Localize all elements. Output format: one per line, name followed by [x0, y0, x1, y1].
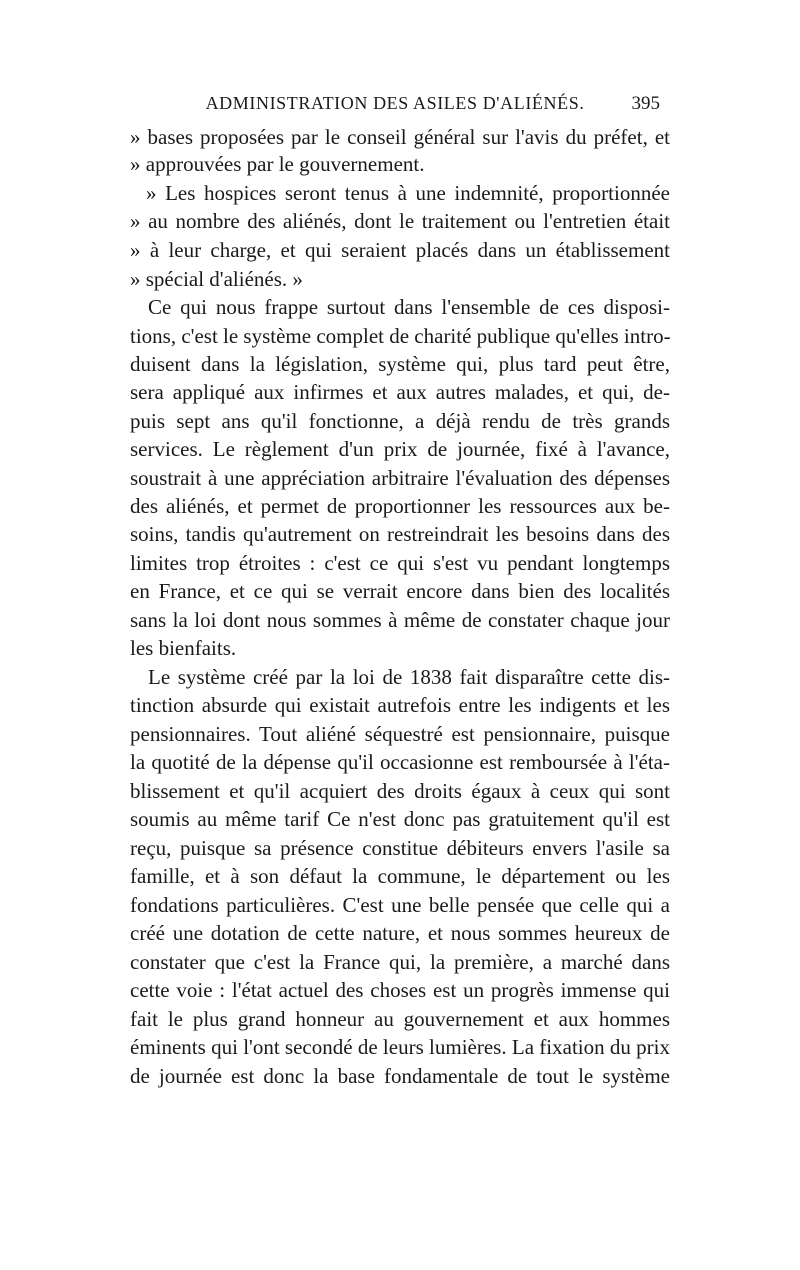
text-line: cette voie : l'état actuel des choses est un progrès immense qui: [130, 978, 670, 1002]
text-line: tions, c'est le système complet de charité publique qu'elles intro-: [130, 324, 671, 348]
text-line: sera appliqué aux infirmes et aux autres malades, et qui, de-: [130, 380, 670, 404]
text-line: » spécial d'aliénés. »: [130, 267, 303, 291]
text-line: soumis au même tarif Ce n'est donc pas gratuitement qu'il est: [130, 807, 670, 831]
text-line: de journée est donc la base fondamentale de tout le système: [130, 1064, 670, 1088]
text-line: des aliénés, et permet de proportionner les ressources aux be-: [130, 494, 670, 518]
text-line: services. Le règlement d'un prix de journée, fixé à l'avance,: [130, 437, 670, 461]
page-number: 395: [631, 93, 660, 114]
text-line: pensionnaires. Tout aliéné séquestré est pensionnaire, puisque: [130, 722, 670, 746]
text-line: blissement et qu'il acquiert des droits égaux à ceux qui sont: [130, 779, 670, 803]
text-line: sans la loi dont nous sommes à même de constater chaque jour: [130, 608, 670, 632]
text-line: soustrait à une appréciation arbitraire l'évaluation des dépenses: [130, 466, 670, 490]
text-line: soins, tandis qu'autrement on restreindrait les besoins dans des: [130, 522, 670, 546]
text-line: » au nombre des aliénés, dont le traitement ou l'entretien était: [130, 209, 670, 233]
text-line: fondations particulières. C'est une belle pensée que celle qui a: [130, 893, 670, 917]
text-line: les bienfaits.: [130, 636, 237, 660]
text-line: duisent dans la législation, système qui, plus tard peut être,: [130, 352, 670, 376]
text-line: » à leur charge, et qui seraient placés dans un établissement: [130, 238, 670, 262]
text-line: tinction absurde qui existait autrefois entre les indigents et les: [130, 693, 670, 717]
text-line: reçu, puisque sa présence constitue débiteurs envers l'asile sa: [130, 836, 670, 860]
text-line: puis sept ans qu'il fonctionne, a déjà rendu de très grands: [130, 409, 670, 433]
text-line: Ce qui nous frappe surtout dans l'ensemble de ces disposi-: [148, 295, 670, 319]
text-line: fait le plus grand honneur au gouvernement et aux hommes: [130, 1007, 670, 1031]
text-line: » approuvées par le gouvernement.: [130, 152, 425, 176]
text-line: éminents qui l'ont secondé de leurs lumières. La fixation du prix: [130, 1035, 670, 1059]
running-header: [130, 93, 660, 119]
text-line: » bases proposées par le conseil général sur l'avis du préfet, et: [130, 125, 670, 149]
running-title: ADMINISTRATION DES ASILES D'ALIÉNÉS.: [205, 93, 585, 113]
text-line: créé une dotation de cette nature, et nous sommes heureux de: [130, 921, 670, 945]
text-line: en France, et ce qui se verrait encore dans bien des localités: [130, 579, 670, 603]
text-line: Le système créé par la loi de 1838 fait disparaître cette dis-: [148, 665, 670, 689]
text-line: » Les hospices seront tenus à une indemnité, proportionnée: [146, 181, 670, 205]
text-line: famille, et à son défaut la commune, le département ou les: [130, 864, 670, 888]
text-line: constater que c'est la France qui, la première, a marché dans: [130, 950, 670, 974]
text-line: limites trop étroites : c'est ce qui s'est vu pendant longtemps: [130, 551, 670, 575]
text-line: la quotité de la dépense qu'il occasionne est remboursée à l'éta-: [130, 750, 670, 774]
